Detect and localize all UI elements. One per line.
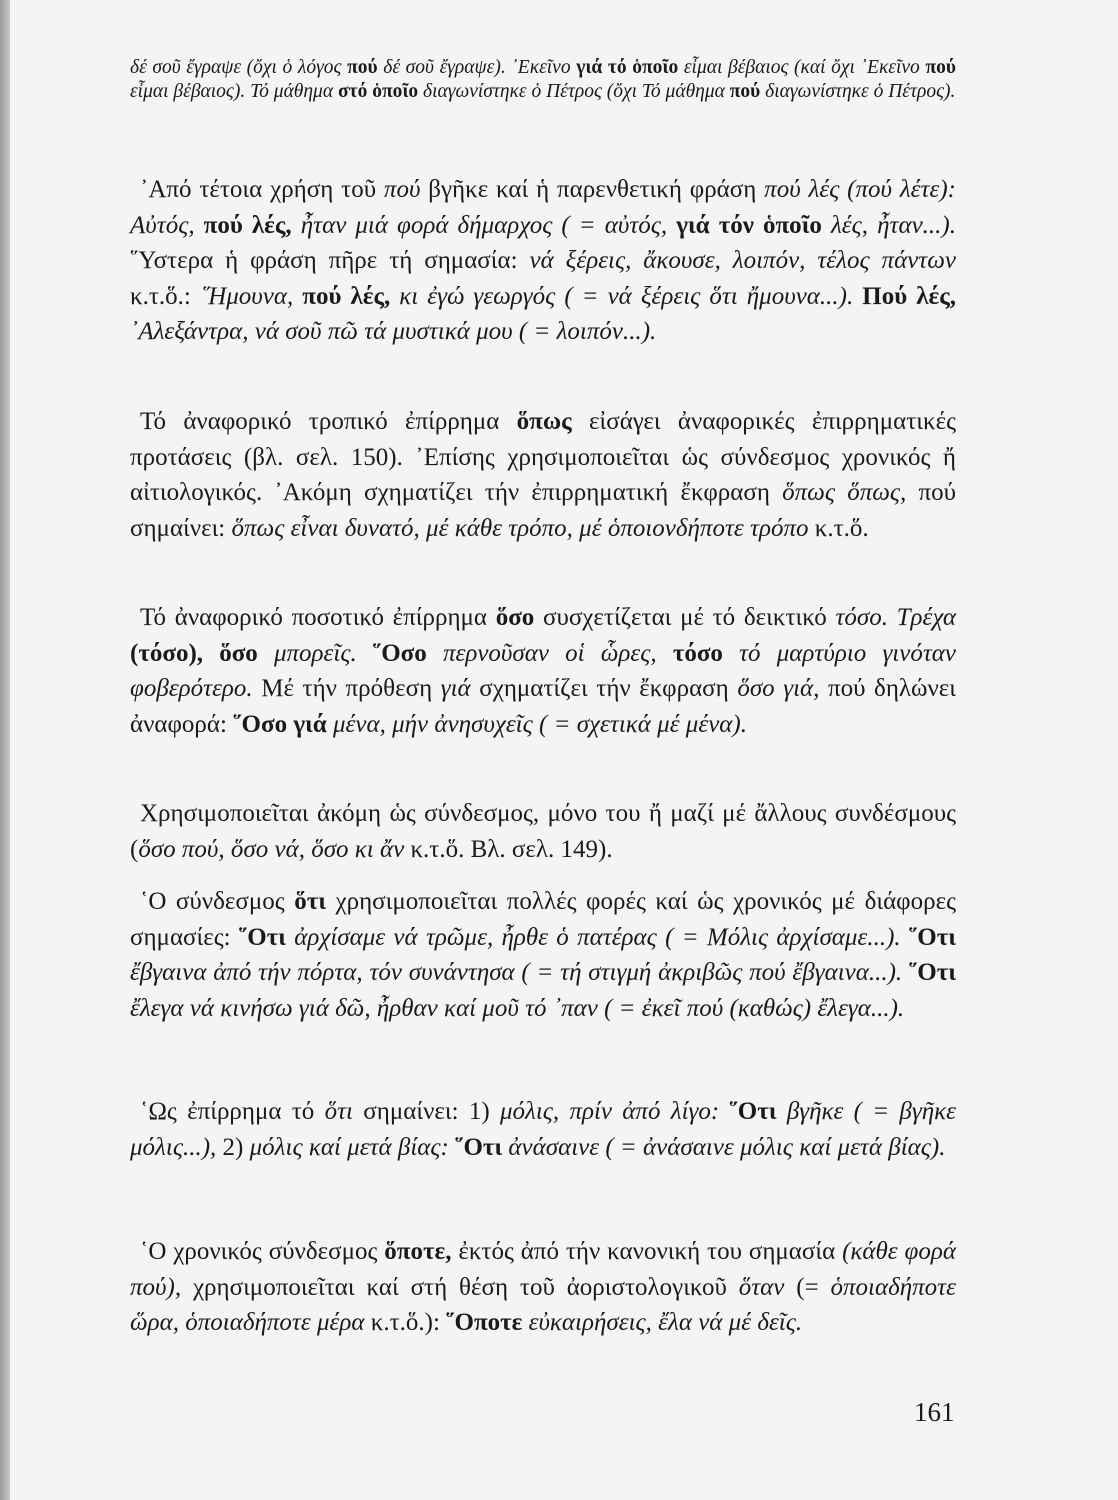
paragraph-syndesmos: Χρησιμοποιεῖται ἀκόμη ὡς σύνδεσμος, μόνο του ἤ μαζί μέ ἄλλους συνδέσμους (ὅσο πού, ὅσο νά, ὅσο κι ἄν κ.τ.ὅ. Βλ. σελ. 149). — [130, 800, 956, 863]
book-page — [10, 0, 1118, 1500]
paragraph-pou-les: ᾿Από τέτοια χρήση τοῦ πού βγῆκε καί ἡ παρενθετική φράση πού λές (πού λέτε): Αὐτός, πού λές, ἦταν μιά φορά δήμαρχος ( = αὐτός, γιά τόν ὁποῖο λές, ἦταν...). ῞Υστερα ἡ φράση πῆρε τή σημασία: νά ξέρεις, ἄκουσε, λοιπόν, τέλος πάντων κ.τ.ὅ.: ῞Ημουνα, πού λές, κι ἐγώ γεωργός ( = νά ξέρεις ὅτι ἤμουνα...). Πού λές, ᾿Αλεξάντρα, νά σοῦ πῶ τά μυστικά μου ( = λοιπόν...). — [130, 176, 956, 345]
paragraph-opote: ῾Ο χρονικός σύνδεσμος ὅποτε, ἐκτός ἀπό τήν κανονική του σημασία (κάθε φορά πού), χρησιμοποιεῖται καί στή θέση τοῦ ἀοριστολογικοῦ ὅταν (= ὁποιαδήποτε ὥρα, ὁποιαδήποτε μέρα κ.τ.ὅ.): ῞Οποτε εὐκαιρήσεις, ἔλα νά μέ δεῖς. — [130, 1238, 956, 1336]
paragraph-oti-adverb: ῾Ως ἐπίρρημα τό ὅτι σημαίνει: 1) μόλις, πρίν ἀπό λίγο: ῞Οτι βγῆκε ( = βγῆκε μόλις...), 2) μόλις καί μετά βίας: ῞Οτι ἀνάσαινε ( = ἀνάσαινε μόλις καί μετά βίας). — [130, 1098, 956, 1161]
paragraph-opos: Τό ἀναφορικό τροπικό ἐπίρρημα ὅπως εἰσάγει ἀναφορικές ἐπιρρηματικές προτάσεις (βλ. σελ. 150). ᾿Επίσης χρησιμοποιεῖται ὡς σύνδεσμος χρονικός ἤ αἰτιολογικός. ᾿Ακόμη σχηματίζει τήν ἐπιρρηματική ἔκφραση ὅπως ὅπως, πού σημαίνει: ὅπως εἶναι δυνατό, μέ κάθε τρόπο, μέ ὁποιονδήποτε τρόπο κ.τ.ὅ. — [130, 408, 957, 542]
page-number: 161 — [914, 1397, 955, 1427]
page-edge-shadow — [0, 0, 10, 1500]
footnote-block — [130, 56, 956, 104]
paragraph-oso: Τό ἀναφορικό ποσοτικό ἐπίρρημα ὅσο συσχετίζεται μέ τό δεικτικό τόσο. Τρέχα (τόσο), ὅσο μπορεῖς. ῞Οσο περνοῦσαν οἱ ὧρες, τόσο τό μαρτύριο γινόταν φοβερότερο. Μέ τήν πρόθεση γιά σχηματίζει τήν ἔκφραση ὅσο γιά, πού δηλώνει ἀναφορά: ῞Οσο γιά μένα, μήν ἀνησυχεῖς ( = σχετικά μέ μένα). — [130, 604, 956, 738]
footnote-examples: δέ σοῦ ἔγραψε (ὄχι ὁ λόγος πού δέ σοῦ ἔγραψε). ᾿Εκεῖνο γιά τό ὁποῖο εἶμαι βέβαιος (καί ὄχι ᾿Εκεῖνο πού εἶμαι βέβαιος). Τό μάθημα στό ὁποῖο διαγωνίστηκε ὁ Πέτρος (ὄχι Τό μάθημα πού διαγωνίστηκε ὁ Πέτρος). — [130, 57, 956, 102]
paragraph-oti: ῾Ο σύνδεσμος ὅτι χρησιμοποιεῖται πολλές φορές καί ὡς χρονικός μέ διάφορες σημασίες: ῞Οτι ἀρχίσαμε νά τρῶμε, ἦρθε ὁ πατέρας ( = Μόλις ἀρχίσαμε...). ῞Οτι ἔβγαινα ἀπό τήν πόρτα, τόν συνάντησα ( = τή στιγμή ἀκριβῶς πού ἔβγαινα...). ῞Οτι ἔλεγα νά κινήσω γιά δῶ, ἦρθαν καί μοῦ τό ᾽παν ( = ἐκεῖ πού (καθώς) ἔλεγα...). — [130, 888, 956, 1022]
